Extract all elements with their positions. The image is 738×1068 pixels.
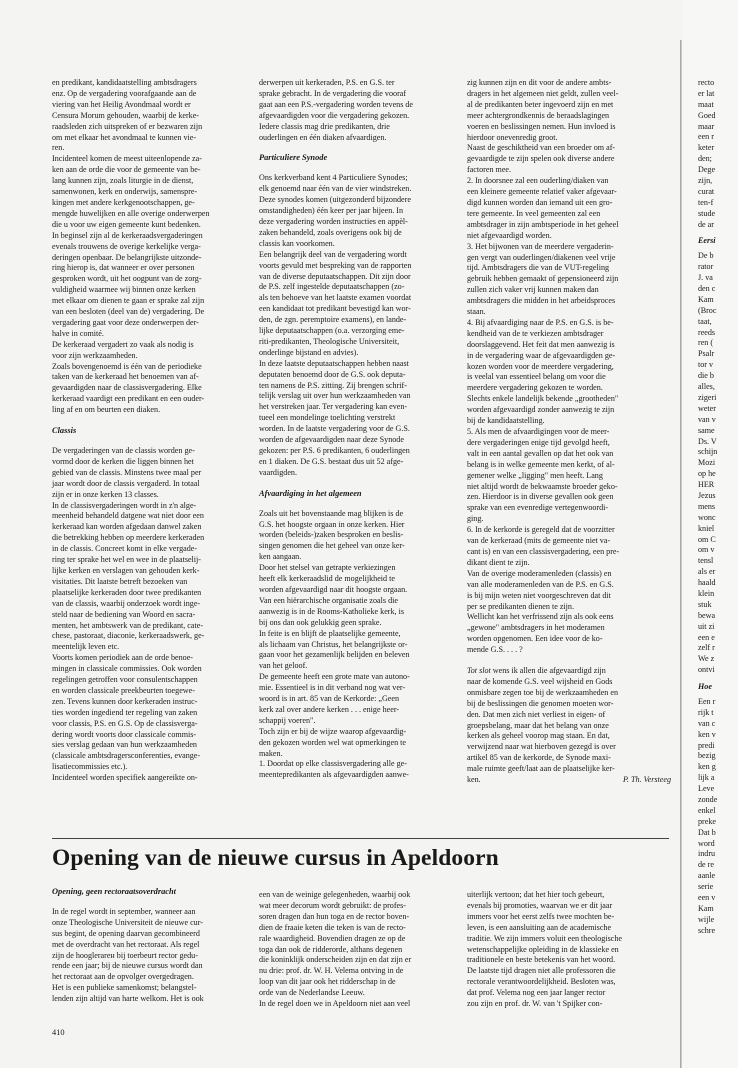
paragraph: Voorts komen periodiek aan de orde benoe- mingen in classicale commissies. Ook worden regelingen getroffen voor consulentschappen en worden classicale preekbeurten toegewe- zen. Tevens kunnen door kerkeraden instruc- ties worden ingediend ter regeling van zaken voor classis, P.S. en G.S. Op de classisverga- dering wordt voorts door classicale commis- sies verslag gedaan van hun werkzaamheden (classicale ambtsdragersconferenties, evange- lisatiecommissies etc.). (52, 653, 202, 772)
facing-page-line: den c (698, 284, 716, 294)
facing-page-line: ken v (698, 729, 716, 739)
facing-page-line: als er (698, 567, 716, 577)
paragraph: De kerkeraad vergadert zo vaak als nodig is voor zijn werkzaamheden. (52, 339, 194, 360)
facing-page-line: de ar (698, 219, 714, 229)
facing-page-line: rator (698, 262, 714, 272)
tot-slot-text: wens ik allen die afgevaardigd zijn naar de komende G.S. veel wijsheid en Gods onmisbare zegen toe bij de werkzaamheden en bij de beslissingen die genomen moeten wor- den. Dat men zich niet verliest in eigen- of groepsbelang, maar dat het belang van onze kerken als geheel voorop mag staan. En dat, verwijzend naar wat hierboven gezegd is over artikel 85 van de kerkorde, de Synode maxi- male ruimte geeft/laat aan de plaatselijke ker- ken. (467, 666, 619, 785)
facing-page-line: predi (698, 740, 715, 750)
facing-page-heading: Eersi (698, 236, 716, 246)
facing-page-column (698, 78, 738, 937)
paragraph: In de regel wordt in september, wanneer aan onze Theologische Universiteit de nieuwe cur- sus begint, de opening daarvan gecombineerd met de overdracht van het rectoraat. Als regel zijn de hooglerarен bij toerbeurt rector gedu- rende een jaar; bij de nieuwe cursus wordt dan het rectoraat aan de opvolger overgedragen. Het is een publieke samenkomst; belangstel- lenden zijn altijd van harte welkom. Het is ook (52, 906, 204, 1004)
author-signature: P. Th. Versteeg (623, 775, 671, 784)
facing-page-line: recto (698, 78, 715, 87)
facing-page-line: We z (698, 654, 715, 664)
facing-page-line: bewa (698, 610, 716, 620)
paragraph: 5. Als men de afvaardigingen voor de meer- dere vergaderingen enige tijd gevolgd heeft, valt in een aantal gevallen op dat het ook van belang is in welke gemeente men kerkt, of al- gemener welke „ligging" men heeft. Lang niet altijd wordt de bekwaamste broeder geko- zen. Hierdoor is in diverse gevallen ook geen sprake van een evenredige vertegenwoordi- ging. (467, 427, 618, 524)
section-heading-afvaardiging: Afvaardiging in het algemeen (259, 488, 362, 498)
facing-page-line: alles, (698, 382, 715, 392)
paragraph: Een belangrijk deel van de vergadering wordt voorts gevuld met bespreking van de rapporten van de diverse deputaatschappen. Dit zijn door de P.S. zelf ingestelde deputaatschappen (zo- als ten behoeve van het laatste examen voordat een kandidaat tot predikant bevestigd kan wor- den, de zgn. peremptoire examens), en lande- lijke deputaatschappen (o.a. verzorging eme- riti-predikanten, Theologische Universiteit, onderlinge bijstand en advies). (259, 249, 412, 357)
paragraph: Naast de geschiktheid van een broeder om af- gevaardigde te zijn spelen ook diverse andere factoren mee. (467, 143, 616, 175)
article-divider (52, 838, 669, 839)
paragraph: Wellicht kan het verfrissend zijn als ook eens „gewone" ambtsdragers in het moderamen worden opgenomen. Een idee voor de ko- mende G.S. . . . ? (467, 612, 614, 655)
page-number: 410 (52, 1028, 65, 1037)
facing-page-line: haald (698, 578, 716, 588)
second-article-column-2 (259, 890, 463, 1010)
paragraph: 4. Bij afvaardiging naar de P.S. en G.S. is be- kendheid van de te verkiezen ambtsdrager doorslaggevend. Het feit dat men aanwezig is in de vergadering waar de afgevaardigden ge- kozen worden voor de meerdere vergadering, is veelal van essentieel belang om voor die meerdere vergadering gekozen te worden. Slechts enkele landelijk bekende „grootheden" worden afgevaardigd zonder aanwezig te zijn bij de kandidaatstelling. (467, 317, 619, 426)
facing-page-line: lijk a (698, 773, 715, 783)
facing-page-line: bezig (698, 751, 716, 761)
facing-page-line: kniel (698, 523, 715, 533)
facing-page-line: wijle (698, 914, 715, 924)
paragraph: Toch zijn er bij de wijze waarop afgevaardig- den gekozen worden wel wat opmerkingen te maken. (259, 726, 407, 758)
article-column-2 (259, 78, 463, 781)
paragraph: Ons kerkverband kent 4 Particuliere Synodes; elk genoemd naar één van de vier windstreken. Deze synodes komen (uitgezonderd bijzondere omstandigheden) één keer per jaar bijeen. In deze vergadering worden instructies en appèl- zaken behandeld, zoals overigens ook bij de classis kan voorkomen. (259, 173, 412, 248)
article-column-1 (52, 78, 256, 784)
facing-page-line: Kam (698, 294, 714, 304)
paragraph: Incidenteel worden specifiek aangereikte on- (52, 773, 198, 783)
paragraph: Door het stelsel van getrapte verkiezingen heeft elk kerkeraadslid de mogelijkheid te worden afgevaardigd naar dit hoogste orgaan. Van een hiërarchische organisatie zoals die aanwezig is in de Rooms-Katholieke kerk, is bij ons dan ook gelukkig geen sprake. (259, 563, 408, 627)
closing-paragraph (467, 666, 671, 786)
facing-page-line: maat (698, 99, 714, 109)
facing-page-line: reeds (698, 327, 716, 337)
facing-page-line: keter (698, 143, 715, 153)
facing-page-line: tor v (698, 360, 714, 370)
facing-page-line: taat, (698, 316, 712, 326)
facing-page-line: stude (698, 208, 716, 218)
facing-page-line: Jezus (698, 490, 716, 500)
paragraph: zig kunnen zijn en dit voor de andere ambts- dragers in het algemeen niet geldt, zullen veel- al de predikanten beter ingevoerd zijn en met meer achtergrondkennis de beraadslagingen voeren en beslissingen nemen. Hun invloed is hierdoor onevenredig groot. (467, 78, 619, 142)
paragraph: 1. Doordat op elke classisvergadering alle ge- meentepredikanten als afgevaardigden aanwe- (259, 759, 409, 780)
facing-page-line: zigeri (698, 392, 717, 402)
facing-page-line: ren ( (698, 338, 714, 348)
facing-page-line: Ds. V (698, 436, 717, 446)
facing-page-line: ontvi (698, 665, 715, 675)
facing-page-line: die b (698, 371, 714, 381)
facing-page-line: op he (698, 469, 716, 479)
paragraph: In de classisvergaderingen wordt in z'n alge- meenheid behandeld datgene wat niet door een kerkeraad kan worden afgedaan danwel zaken die betrekking hebben op meerdere kerkeraden in de classis. Concreet komt in elke vergade- ring ter sprake het wel en wee in de plaatselij- lijke kerken en verslagen van gehouden kerk- visitaties. Dit laatste betreft bezoeken van plaatselijke kerkeraden door twee predikanten van de classis, waarbij onderzoek wordt inge- steld naar de bediening van Woord en sacra- menten, het ambtswerk van de predikant, cate- chese, pastoraat, diaconie, kerkeraadswerk, ge- meentelijk leven etc. (52, 500, 205, 652)
facing-page-line: de re (698, 860, 714, 870)
paragraph: een van de weinige gelegenheden, waarbij ook wat meer decorum wordt gebruikt: de profes- soren dragen dan hun toga en de rector boven- dien de fraaie keten die teken is van de recto- rale waardigheid. Bovendien dragen ze op de toga dan ook de ridderorde, althans degenen die koninklijk onderscheiden zijn en dat zijn er nu drie: prof. dr. W. H. Velema ontving in de loop van dit jaar ook het ridderschap in de orde van de Nederlandse Leeuw. In de regel doen we in Apeldoorn niet aan veel (259, 890, 412, 1009)
facing-page-line: weter (698, 403, 716, 413)
paragraph: Van de overige moderamenleden (classis) en van alle moderamenleden van de P.S. en G.S. is bij mijn weten niet voorgeschreven dat dit per se predikanten dienen te zijn. (467, 568, 614, 611)
facing-page-line: stuk (698, 599, 712, 609)
facing-page-line: curat (698, 186, 715, 196)
paragraph: uiterlijk vertoon; dat het hier toch gebeurt, evenals bij promoties, waarvan we er dit jaar immers voor het eerst zelfs twee mochten be- leven, is een aansluiting aan de academische traditie. We zijn immers voluit een theologische wetenschappelijke opleiding in de klassieke en traditionele en beste betekenis van het woord. De laatste tijd dragen niet alle professoren die rectorale verantwoordelijkheid. Besloten was, dat prof. Velema nog een jaar langer rector zou zijn en prof. dr. W. van 't Spijker con- (467, 890, 622, 1009)
facing-page-line: Leve (698, 784, 715, 794)
article-headline: Opening van de nieuwe cursus in Apeldoorn (52, 845, 499, 871)
facing-page-line: HER (698, 480, 715, 490)
second-article-column-1 (52, 887, 256, 1005)
facing-page-line: om v (698, 545, 715, 555)
facing-page-line: serie (698, 882, 714, 892)
facing-page-line: een e (698, 632, 715, 642)
facing-page-line: Kam (698, 903, 714, 913)
facing-page-line: ken g (698, 762, 716, 772)
paragraph: De gemeente heeft een grote mate van autono- mie. Essentieel is in dit verband nog wat ver- woord is in art. 85 van de Kerkorde: „Geen kerk zal over andere kerken . . . enige heer- schappij voeren". (259, 672, 410, 725)
facing-page-line: zelf r (698, 643, 715, 653)
facing-page-line: tensl (698, 556, 714, 566)
facing-page-line: wonc (698, 512, 716, 522)
section-heading-classis: Classis (52, 426, 77, 436)
paragraph: Zoals bovengenoemd is één van de periodieke taken van de kerkeraad het benoemen van af- gevaardigden naar de classisvergadering. Elke kerkeraad vaardigt een predikant en een ouder- ling af en om beurten een diaken. (52, 361, 205, 415)
facing-page-line: aanle (698, 871, 716, 881)
paragraph: 6. In de kerkorde is geregeld dat de voorzitter van de kerkeraad (mits de gemeente niet va- cant is) en van een classisvergadering, een pre- dikant dient te zijn. (467, 525, 620, 567)
facing-page-line: om C (698, 534, 716, 544)
facing-page-line: Goed (698, 110, 716, 120)
facing-page-line: schijn (698, 447, 718, 457)
paragraph: en predikant, kandidaatstelling ambtsdragers enz. Op de vergadering voorafgaande aan de viering van het Heilig Avondmaal wordt er Censura Morum gehouden, waarbij de kerke- raadsleden zich uitspreken of er bezwaren zijn om met elkaar het avondmaal te kunnen vie- ren. (52, 78, 203, 153)
paragraph: Zoals uit het bovenstaande mag blijken is de G.S. het hoogste orgaan in onze kerken. Hier worden (beleids-)zaken besproken en beslis- singen genomen die het geheel van onze ker- ken aangaan. (259, 508, 405, 562)
second-article-column-3 (467, 890, 671, 1010)
facing-page-line: De b (698, 251, 714, 261)
facing-page-line: er lat (698, 88, 715, 98)
facing-page-line: Dat b (698, 827, 716, 837)
facing-page-line: uit zi (698, 621, 715, 631)
facing-page-line: mens (698, 501, 716, 511)
facing-page-line: word (698, 838, 715, 848)
facing-page-line: een v (698, 893, 716, 903)
facing-page-line: (Broc (698, 305, 717, 315)
facing-page-line: van c (698, 718, 716, 728)
paragraph: derwerpen uit kerkeraden, P.S. en G.S. ter sprake gebracht. In de vergadering die vooraf gaat aan een P.S.-vergadering worden tevens de afgevaardigden voor die vergadering gekozen. Iedere classis mag drie predikanten, drie ouderlingen en één diaken afvaardigen. (259, 78, 414, 142)
facing-page-line: Dege (698, 165, 716, 175)
paragraph: In feite is en blijft de plaatselijke gemeente, als lichaam van Christus, het belangrijkste or- gaan voor het gezamenlijk belijden en beleven van het geloof. (259, 628, 410, 671)
facing-page-line: rijk t (698, 707, 714, 717)
paragraph: Incidenteel komen de meest uiteenlopende za- ken aan de orde die voor de gemeente van be- lang kunnen zijn, zoals liturgie in de dienst, samenwonen, kerk en onderwijs, samenspre- kingen met andere kerkgenootschappen, ge- mengde huwelijken en alle overige onderwerpen die u voor uw eigen gemeente kunt bedenken. (52, 154, 210, 229)
article-column-3 (467, 78, 671, 786)
facing-page-line: Psalr (698, 349, 715, 359)
paragraph: In deze laatste deputaatschappen hebben naast deputaten benoemd door de G.S. ook deputa- ten namens de P.S. zitting. Zij brengen schrif- telijk verslag uit over hun werkzaamheden van het verstreken jaar. Ter vergadering kan even- tueel een mondelinge toelichting verstrekt worden. In de laatste vergadering voor de G.S. worden de afgevaardigden naar deze Synode gekozen: per P.S. 6 predikanten, 6 ouderlingen en 1 diaken. De G.S. bestaat dus uit 52 afge- vaardigden. (259, 358, 411, 477)
facing-page-line: den; (698, 154, 712, 164)
paragraph: 2. In doorsnee zal een ouderling/diaken van een kleinere gemeente relatief vaker afgevaar- digd kunnen worden dan iemand uit een gro- tere gemeente. In veel gemeenten zal een ambtsdrager in zijn ambtsperiode in het geheel niet afgevaardigd worden. (467, 176, 619, 240)
paragraph: 3. Het bijwonen van de meerdere vergaderin- gen vergt van ouderlingen/diakenen veel vrije tijd. Ambtsdragers die van de VUT-regeling gebruik hebben gemaakt of gepensioneerd zijn zullen zich vaker vrij kunnen maken dan ambtsdragers die midden in het arbeidsproces staan. (467, 241, 619, 317)
facing-page (682, 0, 738, 1068)
facing-page-line: J. va (698, 273, 713, 283)
facing-page-line: schre (698, 925, 716, 935)
facing-page-line: zijn, (698, 176, 713, 186)
section-heading-opening: Opening, geen rectoraatsoverdracht (52, 887, 176, 896)
paragraph: In beginsel zijn al de kerkeraadsvergaderingen evenals trouwens de overige kerkelijke verga- deringen openbaar. De belangrijkste uitzonde- ring hierop is, dat wanneer er over personen gesproken wordt, uit het oogpunt van de zorg- vuldigheid waarmee wij binnen onze kerken met elkaar om dienen te gaan er sprake zal zijn van een besloten (deel van de) vergadering. De vergadering gaat voor deze onderwerpen der- halve in comité. (52, 230, 205, 338)
facing-page-line: preke (698, 816, 716, 826)
facing-page-line: maar (698, 121, 715, 131)
paragraph: De vergaderingen van de classis worden ge- vormd door de kerken die liggen binnen het gebied van de classis. Minstens twee maal per jaar wordt door de classis vergaderd. In totaal zijn er in onze kerken 13 classes. (52, 446, 202, 499)
section-heading-particuliere-synode: Particuliere Synode (259, 153, 328, 163)
tot-slot-lead: Tot slot (467, 666, 491, 676)
facing-page-line: een r (698, 132, 714, 142)
facing-page-line: van v (698, 414, 716, 424)
facing-page-line: Een r (698, 696, 716, 706)
facing-page-line: ten-f (698, 197, 714, 207)
facing-page-line: same (698, 425, 715, 435)
facing-page-line: indru (698, 849, 716, 859)
facing-page-line: klein (698, 588, 715, 598)
facing-page-heading: Hoe (698, 682, 712, 692)
facing-page-line: Mozi (698, 458, 716, 468)
facing-page-line: enkel (698, 805, 716, 815)
facing-page-line: zonde (698, 795, 718, 804)
